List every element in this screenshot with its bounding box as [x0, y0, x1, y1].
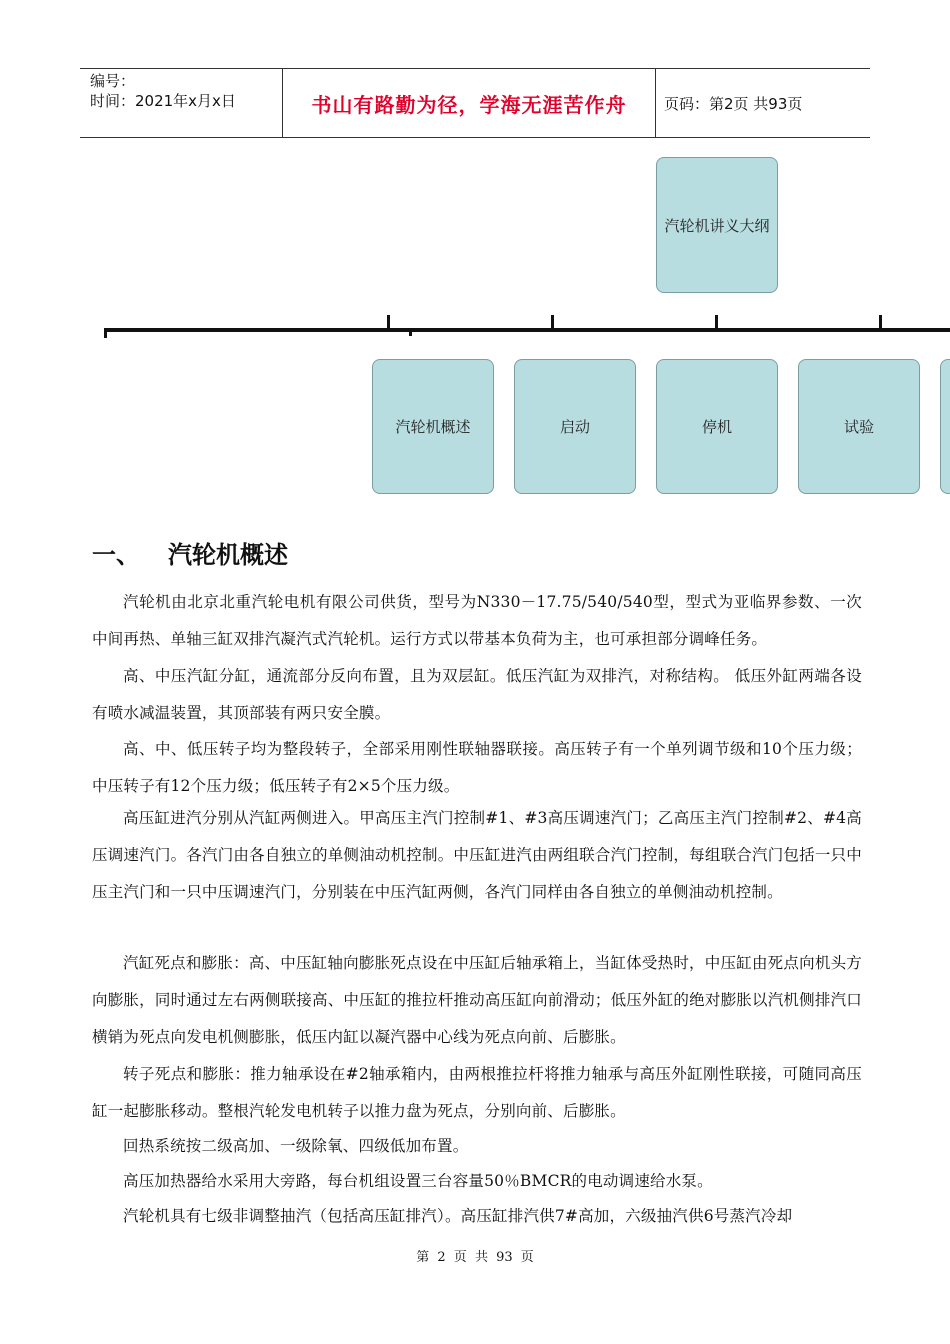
page-info: 页码：第2页 共93页: [664, 94, 803, 113]
chart-child-box-test: [798, 359, 920, 494]
chart-child-box-startup: [514, 359, 636, 494]
paragraph: 高压加热器给水采用大旁路，每台机组设置三台容量50％BMCR的电动调速给水泵。: [123, 1172, 713, 1190]
footer-text: 页: [453, 1250, 467, 1265]
footer-total-pages: 93: [496, 1250, 513, 1265]
page-footer: [0, 1246, 950, 1265]
paragraph: 高、中、低压转子均为整段转子，全部采用刚性联轴器联接。高压转子有一个单列调节级和10个压力级；中压转子有12个压力级；低压转子有2×5个压力级。: [92, 740, 862, 795]
header-meta-cell: [80, 69, 283, 137]
chart-child-box-shutdown: [656, 359, 778, 494]
chart-tick: [879, 315, 882, 332]
number-label: 编号：: [90, 72, 136, 90]
document-header: [80, 68, 870, 138]
chart-child-label: 启动: [559, 418, 590, 436]
chart-root-label: 汽轮机讲义大纲: [664, 216, 770, 235]
section-number: 一、: [92, 541, 140, 569]
chart-tick: [409, 328, 412, 336]
section-heading: [92, 535, 288, 570]
header-motto-cell: [283, 69, 656, 137]
chart-child-label: 汽轮机概述: [395, 418, 471, 436]
motto-text: 书山有路勤为径，学海无涯苦作舟: [311, 92, 627, 117]
footer-text: 共: [474, 1250, 488, 1265]
paragraph: 高压缸进汽分别从汽缸两侧进入。甲高压主汽门控制#1、#3高压调速汽门；乙高压主汽门控制#2、#4高压调速汽门。各汽门由各自独立的单侧油动机控制。中压缸进汽由两组联合汽门控制，每组联合汽门包括一只中压主汽门和一只中压调速汽门，分别装在中压汽缸两侧，各汽门同样由各自独立的单侧油动机控制。: [92, 809, 862, 901]
paragraph: 汽轮机具有七级非调整抽汽（包括高压缸排汽）。高压缸排汽供7#高加，六级抽汽供6号蒸汽冷却: [123, 1207, 793, 1225]
chart-tick: [104, 328, 107, 338]
chart-child-box-overview: [372, 359, 494, 494]
chart-child-label: 停机: [701, 418, 732, 436]
paragraph: 转子死点和膨胀：推力轴承设在#2轴承箱内，由两根推拉杆将推力轴承与高压外缸刚性联接，可随同高压缸一起膨胀移动。整根汽轮发电机转子以推力盘为死点，分别向前、后膨胀。: [92, 1065, 862, 1120]
chart-child-label: 试验: [843, 418, 874, 436]
footer-page-number: 2: [437, 1250, 446, 1265]
chart-child-box-partial: [940, 359, 950, 494]
footer-text: 页: [520, 1250, 534, 1265]
header-page-cell: [656, 69, 870, 137]
chart-tick: [387, 315, 390, 332]
paragraph: 回热系统按二级高加、一级除氧、四级低加布置。: [123, 1137, 469, 1155]
chart-connector-line: [104, 328, 950, 332]
paragraph: 汽轮机由北京北重汽轮电机有限公司供货，型号为N330－17.75/540/540型，型式为亚临界参数、一次中间再热、单轴三缸双排汽凝汽式汽轮机。运行方式以带基本负荷为主，也可承担部分调峰任务。: [92, 593, 862, 648]
section-title: 汽轮机概述: [168, 541, 288, 569]
date-label: 时间：2021年x月x日: [90, 92, 236, 110]
chart-tick: [551, 315, 554, 332]
footer-text: 第: [416, 1250, 430, 1265]
paragraph: 高、中压汽缸分缸，通流部分反向布置，且为双层缸。低压汽缸为双排汽，对称结构。 低压外缸两端各设有喷水减温装置，其顶部装有两只安全膜。: [92, 667, 862, 722]
chart-tick: [715, 315, 718, 332]
chart-root-box: [656, 157, 778, 293]
paragraph: 汽缸死点和膨胀：高、中压缸轴向膨胀死点设在中压缸后轴承箱上，当缸体受热时，中压缸由死点向机头方向膨胀，同时通过左右两侧联接高、中压缸的推拉杆推动高压缸向前滑动；低压外缸的绝对膨胀以汽机侧排汽口横销为死点向发电机侧膨胀，低压内缸以凝汽器中心线为死点向前、后膨胀。: [92, 954, 862, 1046]
